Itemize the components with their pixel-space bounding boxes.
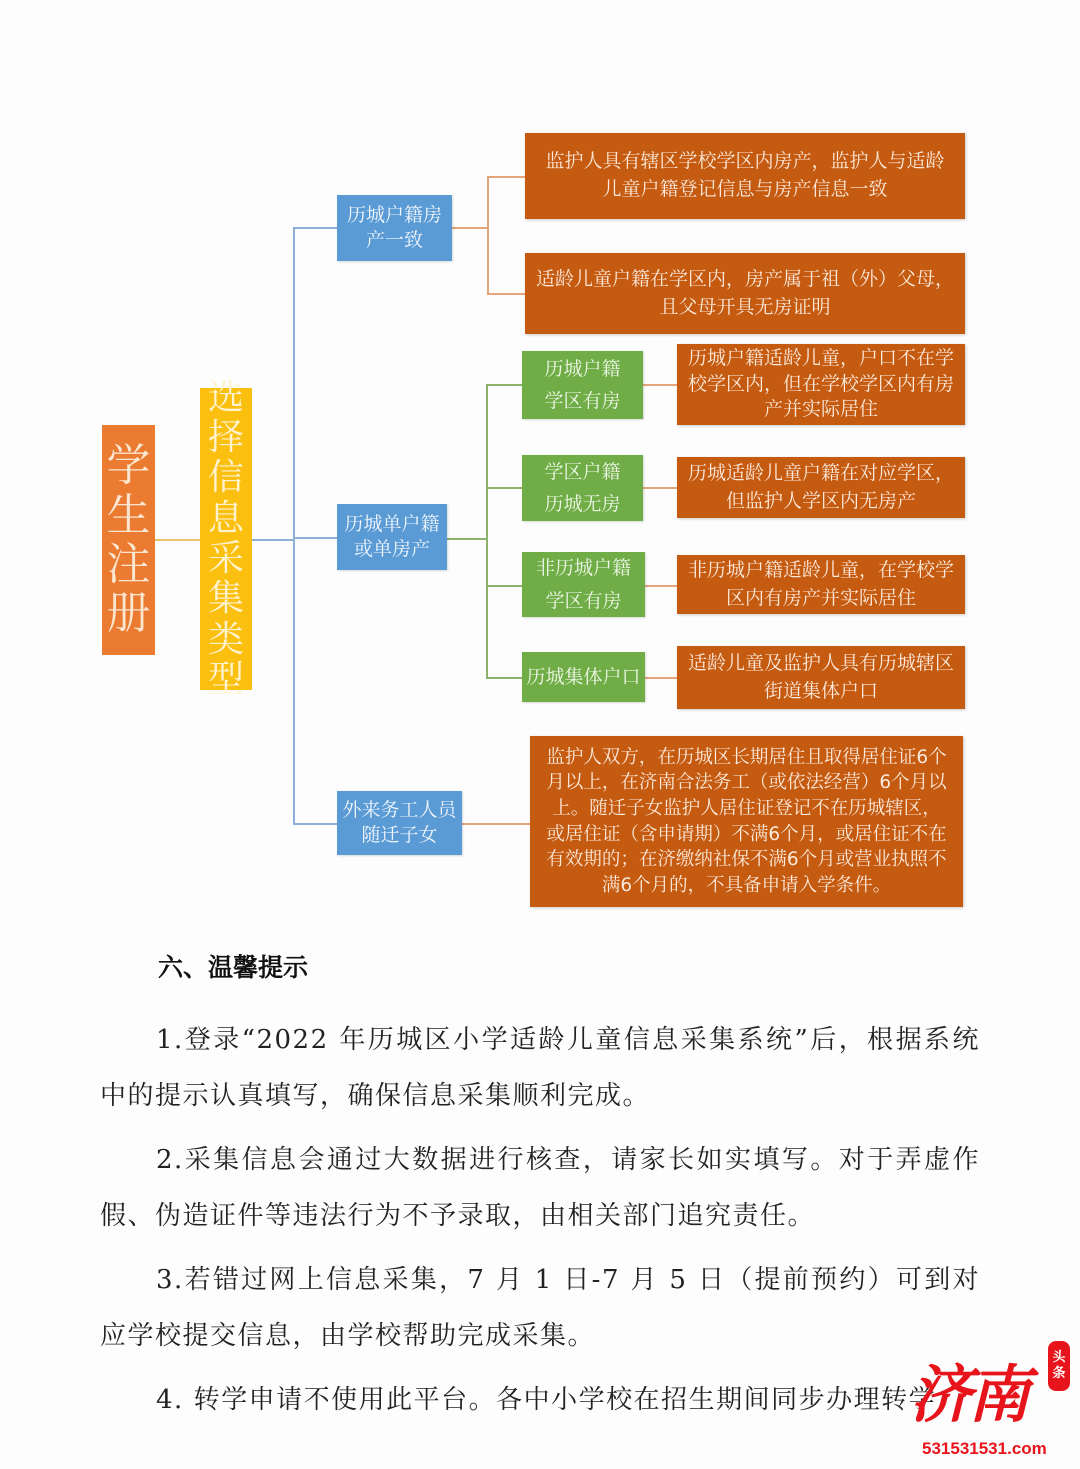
watermark-jinan-toutiao [902,1341,1072,1461]
type-char: 信 [207,457,244,499]
connector-sub3-desc [645,585,677,587]
category-node-migrant-worker-children [337,791,462,855]
subtype-desc-box-1 [677,344,965,425]
category-label-line: 历城单户籍 [344,513,440,536]
subtype-desc-line: 但监护人学区内无房产 [725,489,916,512]
connector-cat2-sub3 [486,585,522,587]
condition-line: 或居住证（含申请期）不满6个月，或居住证不在 [546,823,947,845]
category-label-line: 历城户籍房 [346,204,442,227]
subtype-desc-line: 街道集体户口 [763,679,878,702]
subtype-line: 学区有房 [545,589,622,612]
connector-trunk-cat3 [293,823,337,825]
subtype-desc-line: 非历城户籍适龄儿童，在学校学 [687,558,954,581]
connector-cat2-branch [447,538,487,540]
condition-line: 有效期的；在济缴纳社保不满6个月或营业执照不 [546,849,947,871]
type-char: 采 [207,538,244,579]
condition-line: 儿童户籍登记信息与房产信息一致 [602,178,888,200]
condition-line: 监护人双方，在历城区长期居住且取得居住证6个 [546,746,947,768]
subtype-desc-line: 适龄儿童及监护人具有历城辖区 [687,651,954,674]
category-label-line: 外来务工人员 [342,799,457,822]
root-char: 生 [106,489,151,541]
connector-trunk-cat1 [293,227,337,229]
root-char: 注 [106,539,151,590]
subtype-desc-line: 历城户籍适龄儿童，户口不在学 [687,347,954,370]
connector-type-trunk [252,539,294,541]
subtype-line: 历城集体户口 [526,665,641,688]
subtype-line: 学区有房 [544,390,621,412]
connector-cat2-vertical [486,384,488,678]
subtype-desc-line: 区内有房产并实际居住 [725,586,916,609]
connector-cat1-branch [452,227,488,229]
subtype-line: 非历城户籍 [535,557,631,580]
subtype-desc-box-3 [677,555,965,614]
type-char: 选 [207,376,244,418]
tips-heading: 六、温馨提示 [158,953,309,982]
condition-box-cat1-2 [525,253,965,334]
type-char: 息 [207,497,244,539]
tip-item-4: 4. 转学申请不使用此平台。各中小学校在招生期间同步办理转学 [156,1385,937,1415]
type-char: 类 [207,618,244,660]
connector-cat2-sub1 [486,384,522,386]
connector-sub1-desc [643,384,677,386]
condition-line: 监护人具有辖区学校学区内房产，监护人与适龄 [545,150,945,173]
connector-cat1-cond1 [487,176,525,178]
subtype-box-1 [522,351,643,419]
tip-item-3: 3.若错过网上信息采集，7 月 1 日-7 月 5 日（提前预约）可到对应学校提交信息，由学校帮助完成采集。 [100,1265,980,1351]
subtype-line: 学区户籍 [544,460,621,483]
type-char: 择 [207,417,244,459]
subtype-desc-line: 历城适龄儿童户籍在对应学区， [687,461,954,484]
connector-sub2-desc [643,487,677,489]
category-node-licheng-household-property-match [337,195,452,261]
watermark-tag [1048,1341,1070,1391]
root-char: 册 [106,588,151,640]
condition-line: 上。随迁子女监护人居住证登记不在历城辖区， [552,797,941,819]
connector-cat1-vertical [487,176,489,294]
subtype-desc-line: 产并实际居住 [763,398,878,421]
tip-item-2: 2.采集信息会通过大数据进行核查，请家长如实填写。对于弄虚作假、伪造证件等违法行为不予录取，由相关部门追究责任。 [100,1145,980,1231]
connector-trunk-cat2 [293,537,337,539]
subtype-line: 历城无房 [544,493,621,515]
type-char: 集 [207,578,244,620]
condition-box-cat3-1 [530,736,963,907]
category-node-licheng-single-household-or-property [337,504,447,570]
connector-trunk-vertical [293,227,295,825]
watermark-tag-char: 条 [1052,1366,1066,1381]
root-char: 学 [106,440,151,492]
connector-cat1-cond2 [487,293,525,295]
category-label-line: 随迁子女 [361,824,438,846]
subtype-desc-box-2 [677,457,965,518]
tips-section [100,945,980,1428]
watermark-url: 531531531.com [922,1439,1047,1458]
subtype-desc-line: 校学区内，但在学校学区内有房 [687,372,954,395]
subtype-desc-box-4 [677,646,965,709]
condition-line: 满6个月的，不具备申请入学条件。 [601,874,892,896]
root-node-student-registration [102,425,155,655]
category-label-line: 产一致 [365,229,423,251]
watermark-tag-char: 头 [1052,1350,1066,1365]
subtype-line: 历城户籍 [544,357,621,380]
connector-cat3-cond [462,823,530,825]
connector-sub4-desc [645,677,677,679]
condition-line: 适龄儿童户籍在学区内，房产属于祖（外）父母， [535,267,954,290]
condition-line: 且父母开具无房证明 [659,295,831,318]
subtype-box-2 [522,455,643,521]
watermark-logo-text: 济南 [910,1358,1027,1431]
condition-box-cat1-1 [525,133,965,219]
subtype-box-3 [522,552,645,617]
connector-cat2-sub4 [486,677,522,679]
tip-item-1: 1.登录“2022 年历城区小学适龄儿童信息采集系统”后，根据系统中的提示认真填写，确保信息采集顺利完成。 [100,1025,980,1111]
type-node-select-collection-type [200,376,252,700]
subtype-box-4 [522,652,645,702]
category-label-line: 或单房产 [353,538,430,560]
type-char: 型 [207,658,244,700]
connector-cat2-sub2 [486,487,522,489]
connector-root-type [155,539,200,541]
condition-line: 月以上，在济南合法务工（或依法经营）6个月以 [546,772,947,794]
